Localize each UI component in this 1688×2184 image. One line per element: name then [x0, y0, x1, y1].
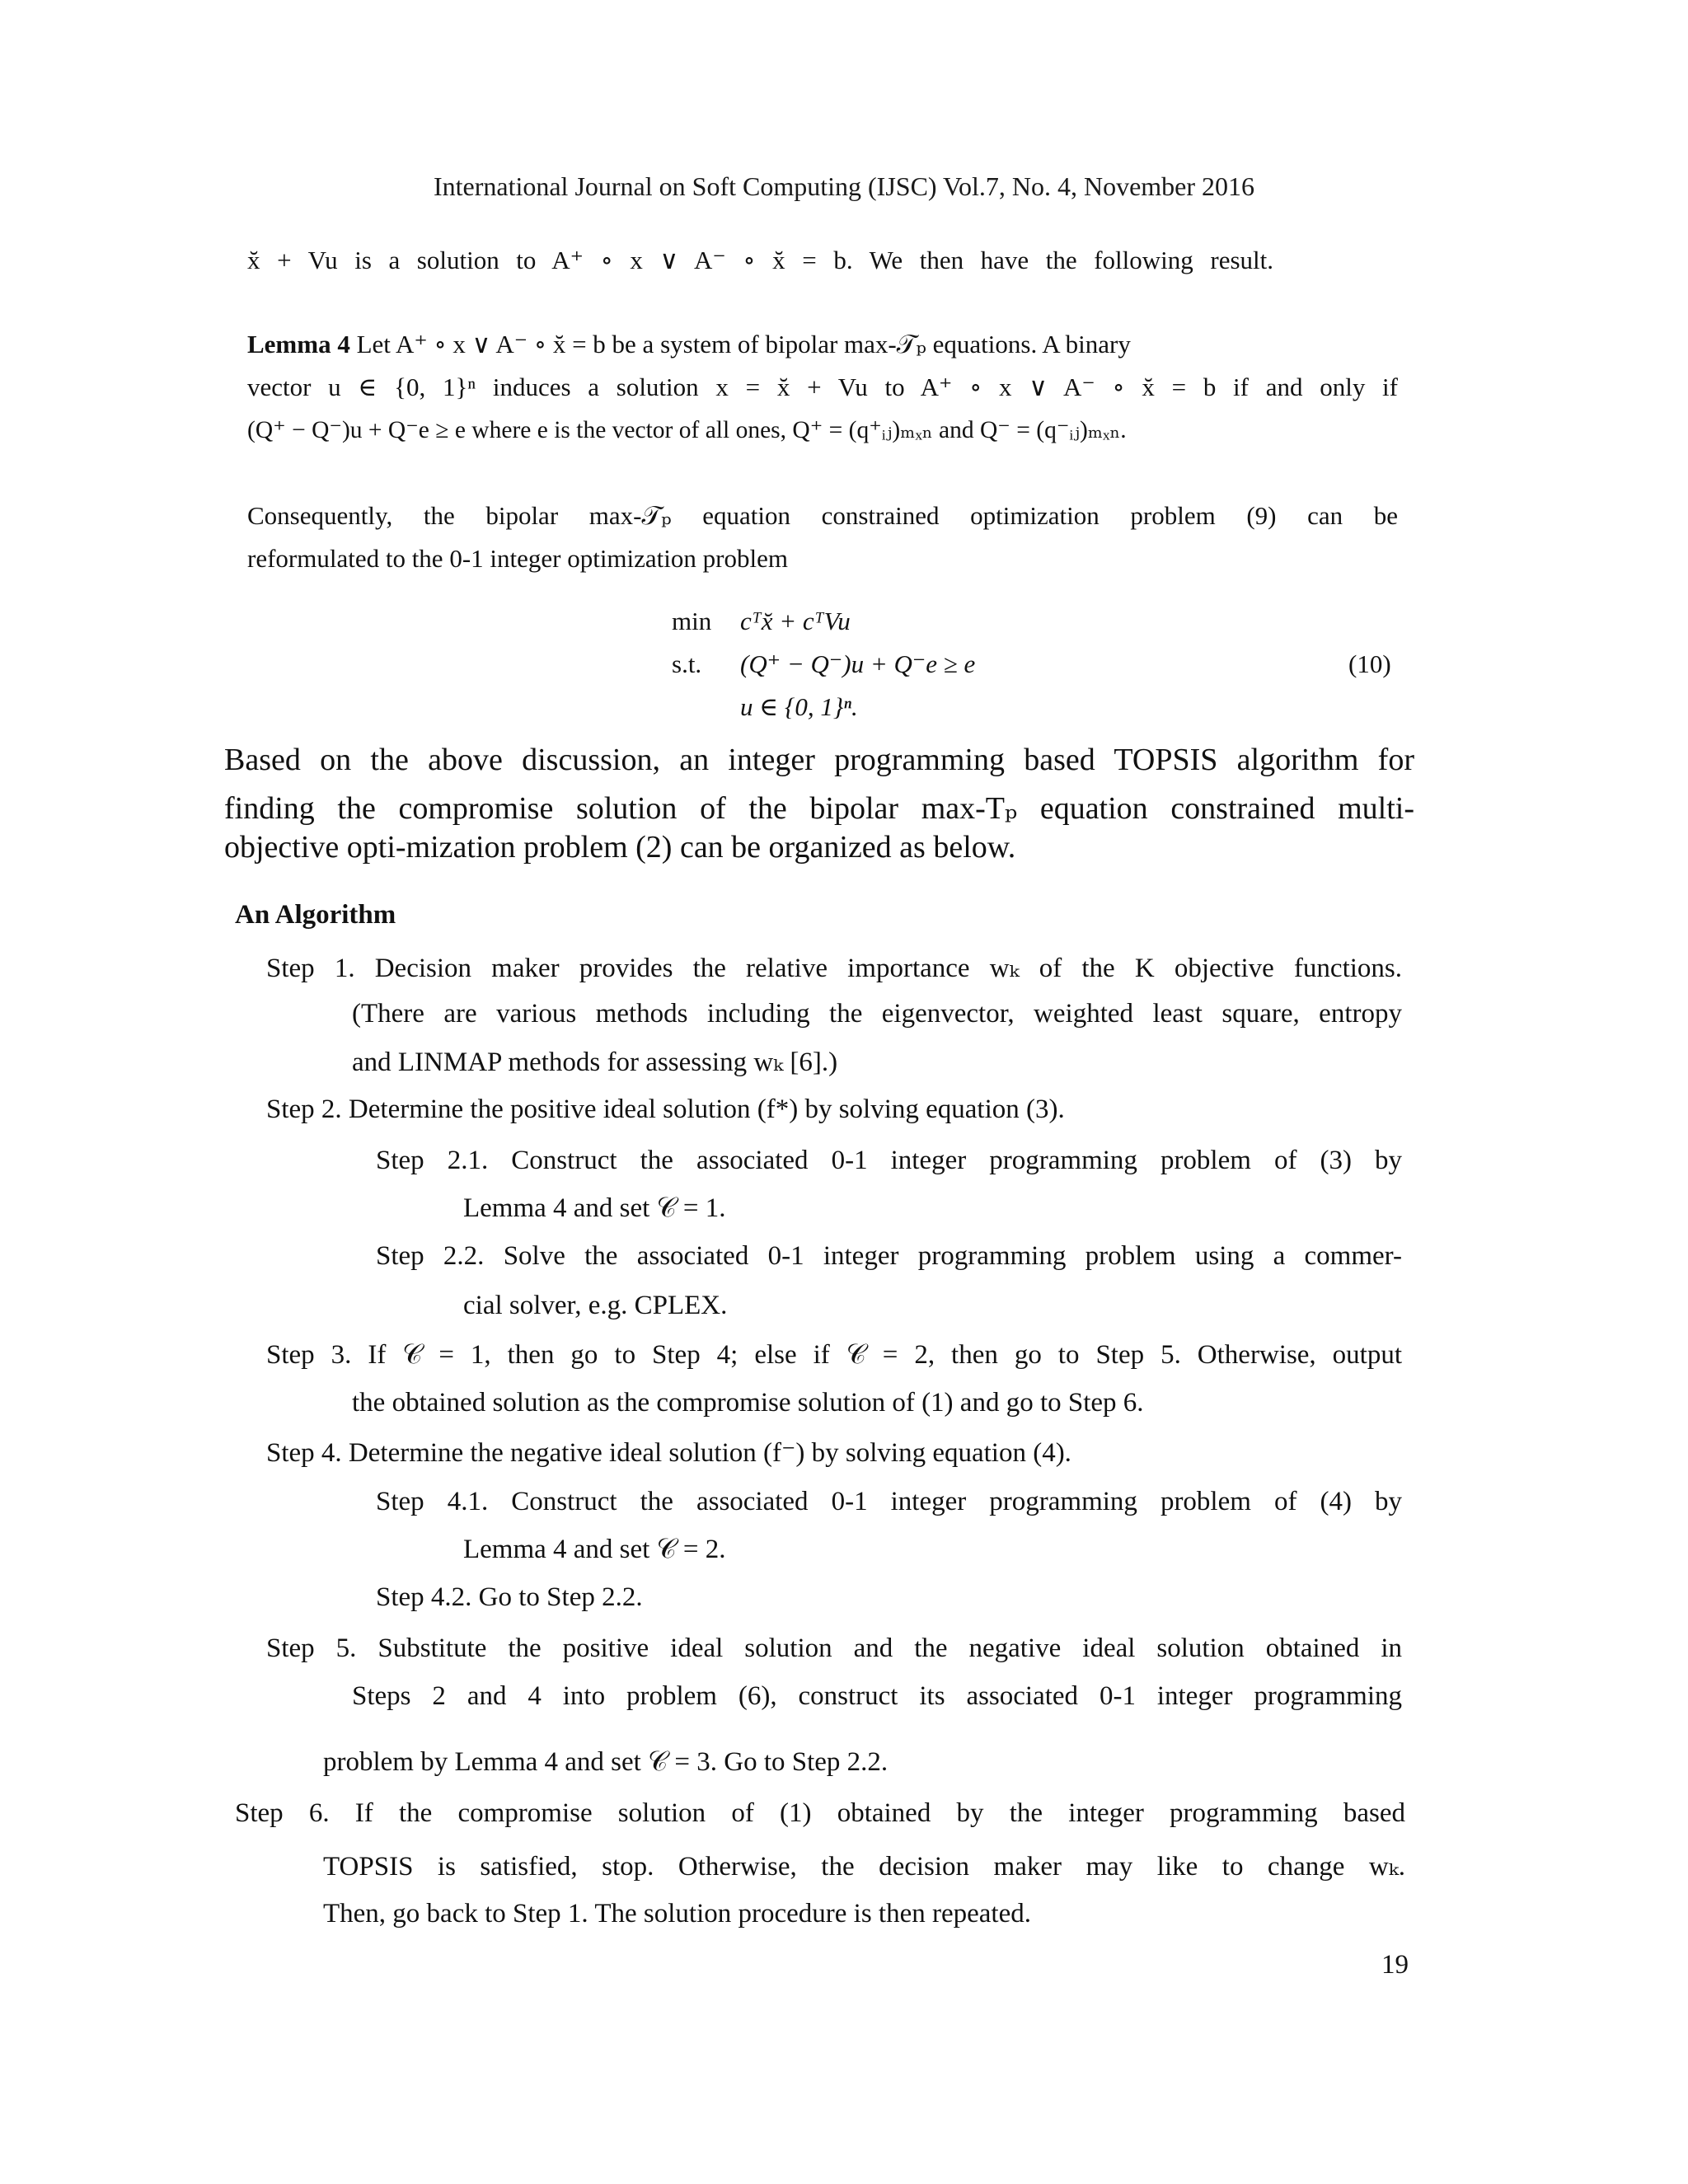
step-6-line-1: Step 6. If the compromise solution of (1) obtained by the integer programming based: [235, 1798, 1405, 1828]
step-4-line-1: Step 4. Determine the negative ideal solution (f⁻) by solving equation (4).: [266, 1438, 1071, 1468]
step-5-line-1: Step 5. Substitute the positive ideal solution and the negative ideal solution obtained in: [266, 1633, 1402, 1663]
step-2-1-line-2: Lemma 4 and set 𝒞 = 1.: [463, 1193, 726, 1223]
lemma-line-3: (Q⁺ − Q⁻)u + Q⁻e ≥ e where e is the vector of all ones, Q⁺ = (q⁺ᵢⱼ)ₘₓₙ and Q⁻ = (q⁻ᵢⱼ)ₘₓₙ.: [247, 417, 1127, 443]
step-1-line-2: (There are various methods including the eigenvector, weighted least square, entropy: [352, 999, 1402, 1029]
step-5-line-3: problem by Lemma 4 and set 𝒞 = 3. Go to Step 2.2.: [323, 1747, 889, 1777]
step-6-line-2: TOPSIS is satisfied, stop. Otherwise, the decision maker may like to change wₖ.: [323, 1852, 1405, 1882]
consequently-line-2: reformulated to the 0-1 integer optimization problem: [247, 544, 788, 573]
step-4-2-line-1: Step 4.2. Go to Step 2.2.: [376, 1582, 643, 1612]
step-5-line-2: Steps 2 and 4 into problem (6), construct its associated 0-1 integer programming: [352, 1681, 1402, 1711]
journal-header: International Journal on Soft Computing (IJSC) Vol.7, No. 4, November 2016: [433, 171, 1255, 201]
step-6-line-3: Then, go back to Step 1. The solution procedure is then repeated.: [323, 1899, 1031, 1929]
step-3-line-1: Step 3. If 𝒞 = 1, then go to Step 4; else if 𝒞 = 2, then go to Step 5. Otherwise, output: [266, 1340, 1402, 1370]
lemma-line-2: vector u ∈ {0, 1}ⁿ induces a solution x = x̆ + Vu to A⁺ ∘ x ∨ A⁻ ∘ x̆ = b if and only if: [247, 373, 1398, 401]
step-3-line-2: the obtained solution as the compromise solution of (1) and go to Step 6.: [352, 1388, 1144, 1418]
lemma-title: Lemma 4: [247, 330, 350, 359]
equation-constraint: (Q⁺ − Q⁻)u + Q⁻e ≥ e: [740, 649, 976, 678]
intro-line: x̆ + Vu is a solution to A⁺ ∘ x ∨ A⁻ ∘ x̆ = b. We then have the following result.: [247, 246, 1273, 274]
step-4-1-line-2: Lemma 4 and set 𝒞 = 2.: [463, 1535, 726, 1564]
equation-objective: cᵀx̆ + cᵀVu: [740, 607, 851, 635]
equation-number: (10): [1348, 649, 1391, 678]
lemma-line-1-text: Let A⁺ ∘ x ∨ A⁻ ∘ x̆ = b be a system of bipolar max-𝒯ₚ equations. A binary: [356, 330, 1131, 359]
step-2-2-line-2: cial solver, e.g. CPLEX.: [463, 1291, 728, 1320]
equation-domain: u ∈ {0, 1}ⁿ.: [740, 692, 858, 721]
step-1-line-3: and LINMAP methods for assessing wₖ [6].): [352, 1047, 838, 1077]
consequently-line-1: Consequently, the bipolar max-𝒯ₚ equation constrained optimization problem (9) can be: [247, 501, 1398, 530]
page-number: 19: [1381, 1950, 1409, 1980]
step-1-line-1: Step 1. Decision maker provides the relative importance wₖ of the K objective functions.: [266, 954, 1402, 983]
step-4-1-line-1: Step 4.1. Construct the associated 0-1 integer programming problem of (4) by: [376, 1487, 1402, 1516]
equation-st-label: s.t.: [672, 649, 702, 678]
based-line-1: Based on the above discussion, an integer programming based TOPSIS algorithm for: [224, 743, 1414, 777]
step-2-line-1: Step 2. Determine the positive ideal solution (f*) by solving equation (3).: [266, 1094, 1065, 1124]
based-line-3: objective opti-mization problem (2) can be organized as below.: [224, 830, 1016, 865]
equation-min-label: min: [672, 607, 712, 635]
step-2-1-line-1: Step 2.1. Construct the associated 0-1 integer programming problem of (3) by: [376, 1146, 1402, 1175]
lemma-line-1: [247, 330, 1398, 360]
algorithm-title: An Algorithm: [235, 900, 396, 930]
based-line-2: finding the compromise solution of the bipolar max-Tₚ equation constrained multi-: [224, 791, 1414, 826]
step-2-2-line-1: Step 2.2. Solve the associated 0-1 integer programming problem using a commer-: [376, 1241, 1402, 1271]
